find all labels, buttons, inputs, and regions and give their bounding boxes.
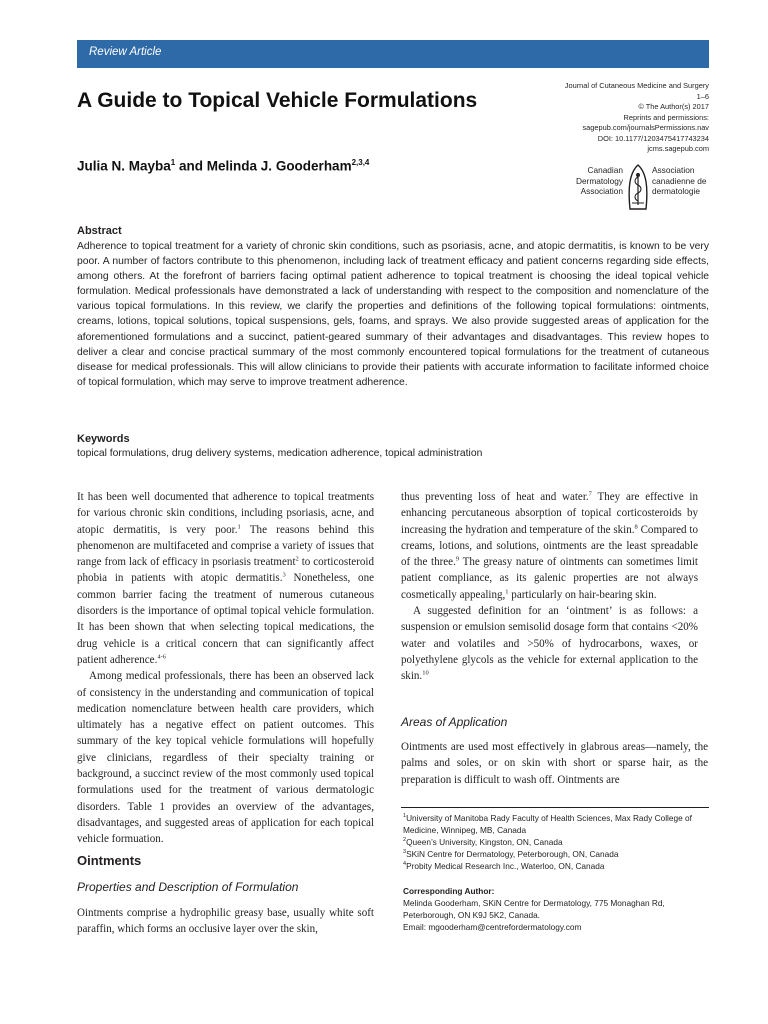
- footnote-divider: [401, 807, 709, 808]
- citation: 1: [505, 588, 509, 596]
- subsection-heading-properties: Properties and Description of Formulation: [77, 880, 299, 894]
- subsection-heading-areas: Areas of Application: [401, 715, 508, 729]
- journal-copyright: © The Author(s) 2017: [638, 102, 709, 111]
- section-heading-ointments: Ointments: [77, 853, 142, 868]
- paper-title: A Guide to Topical Vehicle Formulations: [77, 89, 478, 112]
- body-paragraph: Among medical professionals, there has been an observed lack of consistency in the understanding and communication of topical medication nomenclature between health care providers, which ultimately has a negative effect on patient outcomes. This summary of the key topical vehicle formulations will hopefully give clinicians, regardless of their specialty training or background, a succinct review of the most commonly used topical formulations used for the treatment of various dermatologic disorders. Table 1 provides an overview of the advantages, disadvantages, and suggested areas of application for each topical vehicle formuation.: [77, 670, 374, 846]
- journal-pages: 1–6: [696, 91, 709, 101]
- citation: 10: [422, 669, 429, 677]
- journal-info: [565, 81, 709, 155]
- journal-name: Journal of Cutaneous Medicine and Surgery: [564, 81, 709, 90]
- citation: 1: [237, 522, 241, 530]
- cda-logo: [557, 163, 713, 213]
- affiliation-item: $^2$Queen’s University, Kingston, ON, Canada: [403, 837, 563, 848]
- article-type-banner: [77, 40, 709, 68]
- body-paragraph: It has been well documented that adherence to topical treatments for various chronic skin conditions, including psoriasis, acne, and atopic dermatitis, is very poor.$^1$ The reasons behind this phenomenon are multifaceted and comprise a variety of issues that range from lack of efficacy in psoriasis treatment$^2$ to corticosteroid phobia in patients with atopic dermatitis.$^3$ Nonetheless, one common barrier facing the treatment of numerous cutaneous disorders is the importance of optimal topical vehicle formulation. It has been shown that when selecting topical medications, the drug vehicle is a critical concern that can significantly affect patient adherence.$^{4-6}$: [77, 491, 374, 666]
- corresponding-address: Melinda Gooderham, SKiN Centre for Dermatology, 775 Monaghan Rd, Peterborough, ON K9J 5K2, Canada.: [403, 898, 665, 921]
- logo-line: dermatologie: [652, 186, 700, 196]
- author-connector: and: [179, 158, 204, 174]
- logo-line: Canadian: [587, 165, 623, 175]
- abstract-heading: Abstract: [77, 225, 122, 237]
- citation: 9: [455, 555, 460, 563]
- corresponding-author: [403, 885, 709, 933]
- citation: 2: [295, 555, 299, 563]
- abstract-text: Adherence to topical treatment for a variety of chronic skin conditions, such as psoriasis, acne, and atopic dermatitis, is known to be very poor. A number of factors contribute to this phenomenon, including lack of treatment efficacy and patient concerns regarding side effects, among others. At the forefront of barriers facing optimal patient adherence to topical treatment is choosing the ideal topical vehicle formulation. Medical professionals have demonstrated a lack of understanding with respect to the composition and nomenclature of the various topical formulations. In this review, we clarify the properties and definitions of the following topical formulations: ointments, creams, lotions, topical solutions, topical suspensions, gels, foams, and sprays. We also provide suggested areas of application for the aforementioned formulations and a succinct, patient-geared summary of their advantages and disadvantages. This review hopes to deliver a clear and concise practical summary of the most commonly encountered topical formulations for the treatment of cutaneous disease for medical professionals. This will allow clinicians to provide their patients with accurate information to facilitate informed choice of topical formulation, which may serve to improve treatment adherence.: [77, 241, 709, 388]
- author-1-affiliation: 1: [170, 158, 176, 167]
- body-paragraph: thus preventing loss of heat and water.$^7$ They are effective in enhancing percutaneous absorption of topical corticosteroids by increasing the hydration and temperature of the skin.$^8$ Compared to creams, lotions, and solutions, ointments are the least spreadable of the three.$^9$ The greasy nature of ointments can sometimes limit patient compliance, as its galenic properties are not always cosmetically appealing,$^1$ particularly on hair-bearing skin.: [401, 490, 698, 601]
- article-type-label: Review Article: [89, 46, 162, 58]
- citation: 7: [588, 490, 592, 498]
- keywords-heading: Keywords: [77, 433, 130, 445]
- author-line: [77, 158, 369, 174]
- logo-line: canadienne de: [652, 175, 707, 186]
- author-2-affiliation: 2,3,4: [351, 158, 370, 167]
- citation: 4-6: [157, 653, 167, 661]
- journal-reprints: Reprints and permissions:: [623, 112, 709, 122]
- logo-line: Association: [580, 186, 623, 196]
- logo-line: Association: [652, 165, 695, 175]
- author-1: Julia N. Mayba: [77, 158, 171, 174]
- association-emblem-icon: [625, 163, 651, 213]
- logo-text-french: [652, 165, 722, 197]
- body-column-left: [77, 489, 374, 848]
- affiliations: [403, 812, 709, 872]
- body-paragraph: Ointments are used most effectively in glabrous areas—namely, the palms and soles, or on skin with short or sparse hair, as the preparation is difficult to wash off. Ointments are: [401, 741, 708, 786]
- affiliation-item: $^3$SKiN Centre for Dermatology, Peterborough, ON, Canada: [403, 849, 619, 860]
- journal-permissions-link[interactable]: sagepub.com/journalsPermissions.nav: [582, 123, 709, 132]
- journal-website[interactable]: jcms.sagepub.com: [647, 144, 709, 153]
- journal-doi[interactable]: DOI: 10.1177/1203475417743234: [597, 133, 709, 143]
- affiliation-item: $^1$University of Manitoba Rady Faculty of Health Sciences, Max Rady College of Medicine, Winnipeg, MB, Canada: [403, 813, 692, 836]
- keywords-text: topical formulations, drug delivery systems, medication adherence, topical administration: [77, 448, 483, 459]
- citation: 3: [282, 571, 286, 579]
- body-paragraph: A suggested definition for an ‘ointment’ is as follows: a suspension or emulsion semisolid dosage form that contains <20% water and volatiles and >50% of hydrocarbons, waxes, or polyethylene glycols as the vehicle for external application to the skin.$^{10}$: [401, 605, 698, 683]
- body-column-right: [401, 489, 698, 685]
- logo-text-english: [557, 165, 623, 197]
- affiliation-item: $^4$Probity Medical Research Inc., Waterloo, ON, Canada: [403, 861, 605, 872]
- corresponding-email[interactable]: Email: mgooderham@centrefordermatology.com: [403, 922, 582, 933]
- citation: 8: [634, 522, 638, 530]
- logo-line: Dermatology: [575, 175, 623, 186]
- corresponding-heading: Corresponding Author:: [403, 886, 495, 896]
- author-2: Melinda J. Gooderham: [206, 158, 352, 174]
- body-paragraph: Ointments comprise a hydrophilic greasy base, usually white soft paraffin, which forms an occlusive layer over the skin,: [77, 907, 374, 936]
